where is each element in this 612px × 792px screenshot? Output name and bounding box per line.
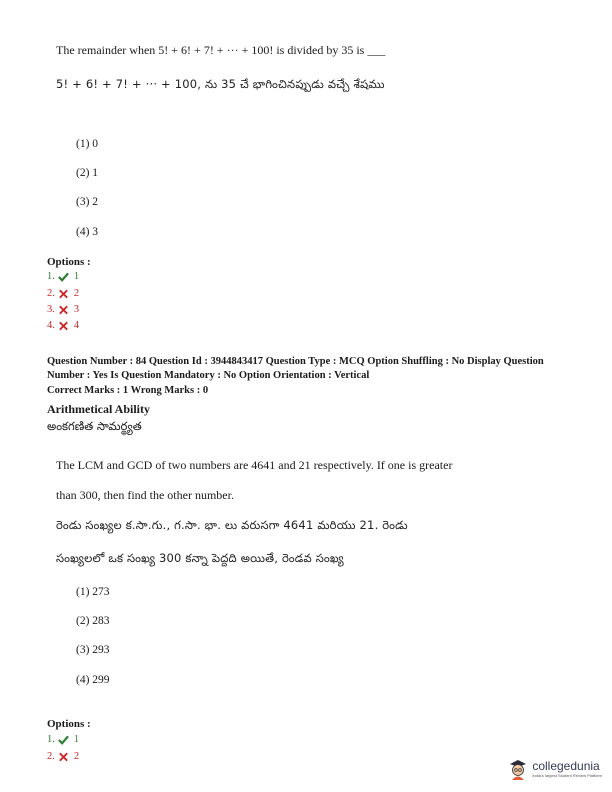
logo-tagline: India's largest Student Review Platform [532,773,602,778]
question-2-telugu-line-2: సంఖ్యలలో ఒక సంఖ్య 300 కన్నా పెద్దది అయితే, రెండవ సంఖ్య [56,551,344,565]
options-heading: Options : [47,718,91,730]
student-avatar-icon [508,758,528,780]
option-number: 4. [47,320,55,331]
question-meta-line-2: Number : Yes Is Question Mandatory : No Option Orientation : Vertical [47,370,370,381]
option-label: 4 [73,320,80,331]
question-2-english-line-2: than 300, then find the other number. [56,488,234,502]
option-row-wrong [47,751,79,762]
option-number: 1. [47,734,55,745]
option-row-correct [47,271,79,282]
question-1-telugu: 5! + 6! + 7! + ··· + 100, ను 35 చే భాగించినప్పుడు వచ్చే శేషము [56,77,385,91]
cross-icon [58,321,69,331]
question-meta-line-1: Question Number : 84 Question Id : 3944843417 Question Type : MCQ Option Shuffling : No Display Question [47,356,544,367]
question-1-english: The remainder when 5! + 6! + 7! + ··· + 100! is divided by 35 is ___ [56,43,386,57]
option-label: 1 [73,271,80,282]
option-row-correct [47,734,79,745]
option-row-wrong [47,304,79,315]
cross-icon [58,752,69,762]
question-meta-line-3: Correct Marks : 1 Wrong Marks : 0 [47,385,209,396]
options-heading: Options : [47,256,91,268]
question-2-english-line-1: The LCM and GCD of two numbers are 4641 and 21 respectively. If one is greater [56,458,453,472]
option-row-wrong [47,320,79,331]
option-label: 3 [73,304,80,315]
question-1-choice-2: (2) 1 [76,167,99,179]
section-title-english: Arithmetical Ability [47,402,150,416]
question-2-telugu-line-1: రెండు సంఖ్యల క.సా.గు., గ.సా. భా. లు వరుసగా 4641 మరియు 21. రెండు [56,518,408,532]
question-2-choice-1: (1) 273 [76,586,110,598]
question-1-choice-4: (4) 3 [76,226,99,238]
collegedunia-logo [508,758,602,780]
section-title-telugu: అంకగణిత సామర్థ్యత [47,419,142,433]
logo-name: collegedunia [532,759,600,773]
question-2-choice-3: (3) 293 [76,644,110,656]
check-icon [58,735,69,745]
cross-icon [58,305,69,315]
option-label: 2 [73,288,80,299]
question-1-choice-1: (1) 0 [76,138,99,150]
cross-icon [58,289,69,299]
question-2-choice-2: (2) 283 [76,615,110,627]
option-number: 3. [47,304,55,315]
option-label: 2 [73,751,80,762]
question-1-choice-3: (3) 2 [76,196,99,208]
option-number: 2. [47,288,55,299]
check-icon [58,272,69,282]
option-row-wrong [47,288,79,299]
option-label: 1 [73,734,80,745]
option-number: 2. [47,751,55,762]
question-2-choice-4: (4) 299 [76,674,110,686]
option-number: 1. [47,271,55,282]
